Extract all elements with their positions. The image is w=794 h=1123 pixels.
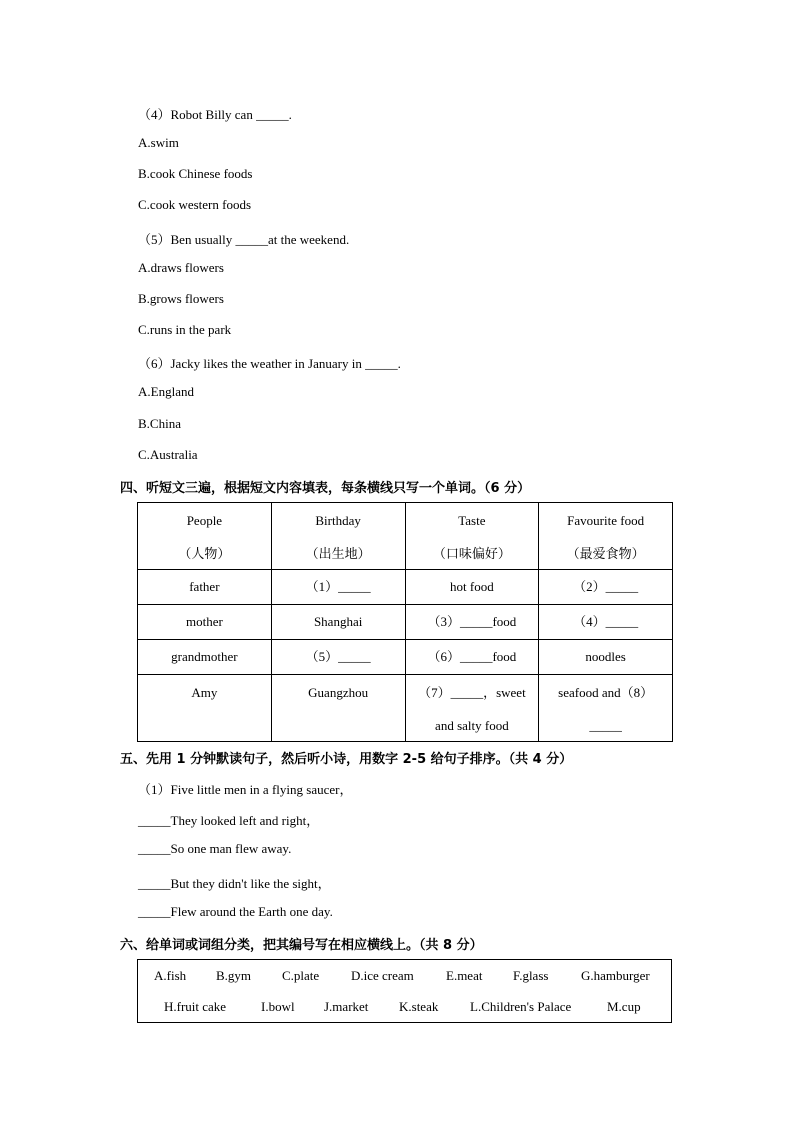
header-en: Taste: [458, 513, 486, 528]
table-header-row: [138, 503, 673, 570]
word-item: I.bowl: [261, 999, 295, 1014]
section-4-heading: 四、听短文三遍，根据短文内容填表，每条横线只写一个单词。（6 分）: [120, 481, 531, 496]
table-cell: （1）_____: [271, 570, 405, 605]
question-4-stem: （4）Robot Billy can _____.: [138, 107, 292, 122]
cell-text: and salty food: [435, 718, 509, 733]
word-item: B.gym: [216, 968, 252, 983]
table-cell: （6）_____food: [405, 640, 539, 675]
word-item: G.hamburger: [581, 968, 650, 983]
section-5-heading: 五、先用 1 分钟默读句子，然后听小诗，用数字 2-5 给句子排序。（共 4 分）: [120, 752, 573, 767]
word-item: H.fruit cake: [164, 999, 227, 1014]
cell-text: _____: [589, 718, 622, 733]
header-en: People: [186, 513, 223, 528]
table-cell: grandmother: [138, 640, 272, 675]
word-item: E.meat: [446, 968, 483, 983]
question-4-option-c: C.cook western foods: [138, 197, 252, 212]
question-6-option-b: B.China: [138, 416, 181, 431]
table-cell: hot food: [405, 570, 539, 605]
table-row: [138, 570, 673, 605]
poem-line: _____But they didn't like the sight，: [138, 876, 331, 891]
poem-line: _____They looked left and right，: [138, 813, 320, 828]
header-cn: （人物）: [178, 546, 231, 561]
header-cn: （最爱食物）: [566, 546, 645, 561]
table-cell: [271, 675, 405, 742]
word-item: L.Children's Palace: [470, 999, 572, 1014]
table-row: [138, 605, 673, 640]
word-item: D.ice cream: [351, 968, 414, 983]
table-cell: [405, 675, 539, 742]
question-4-option-b: B.cook Chinese foods: [138, 166, 253, 181]
cell-text: Guangzhou: [308, 685, 369, 700]
table-cell: noodles: [539, 640, 673, 675]
header-en: Favourite food: [567, 513, 645, 528]
word-item: C.plate: [282, 968, 320, 983]
header-cell: [539, 503, 673, 570]
header-cn: （出生地）: [305, 546, 371, 561]
table-cell: father: [138, 570, 272, 605]
poem-line-1: （1）Five little men in a flying saucer，: [138, 782, 353, 797]
table-cell: （5）_____: [271, 640, 405, 675]
question-5-option-a: A.draws flowers: [138, 260, 224, 275]
cell-text: seafood and（8）: [558, 685, 654, 700]
header-cell: [271, 503, 405, 570]
word-item: F.glass: [513, 968, 549, 983]
cell-text: （7）_____，sweet: [418, 685, 526, 700]
header-cell: [138, 503, 272, 570]
question-6-stem: （6）Jacky likes the weather in January in _____.: [138, 356, 401, 371]
word-item: M.cup: [607, 999, 641, 1014]
table-row: [138, 640, 673, 675]
header-cn: （口味偏好）: [432, 546, 511, 561]
table-cell: （4）_____: [539, 605, 673, 640]
question-5-option-c: C.runs in the park: [138, 322, 232, 337]
table-cell: [539, 675, 673, 742]
table-cell: mother: [138, 605, 272, 640]
table-cell: （3）_____food: [405, 605, 539, 640]
question-5-option-b: B.grows flowers: [138, 291, 224, 306]
word-box: [137, 959, 672, 1023]
cell-text: Amy: [191, 685, 218, 700]
word-item: A.fish: [154, 968, 187, 983]
poem-line: _____So one man flew away.: [138, 841, 292, 856]
question-5-stem: （5）Ben usually _____at the weekend.: [138, 232, 350, 247]
header-cell: [405, 503, 539, 570]
info-table: [137, 502, 673, 742]
table-cell: Shanghai: [271, 605, 405, 640]
word-item: J.market: [324, 999, 369, 1014]
poem-line: _____Flew around the Earth one day.: [138, 904, 333, 919]
word-item: K.steak: [399, 999, 439, 1014]
table-row: [138, 675, 673, 742]
question-4-option-a: A.swim: [138, 135, 179, 150]
question-6-option-c: C.Australia: [138, 447, 198, 462]
section-6-heading: 六、给单词或词组分类，把其编号写在相应横线上。（共 8 分）: [120, 938, 483, 953]
question-6-option-a: A.England: [138, 384, 194, 399]
table-cell: （2）_____: [539, 570, 673, 605]
header-en: Birthday: [315, 513, 361, 528]
table-cell: [138, 675, 272, 742]
